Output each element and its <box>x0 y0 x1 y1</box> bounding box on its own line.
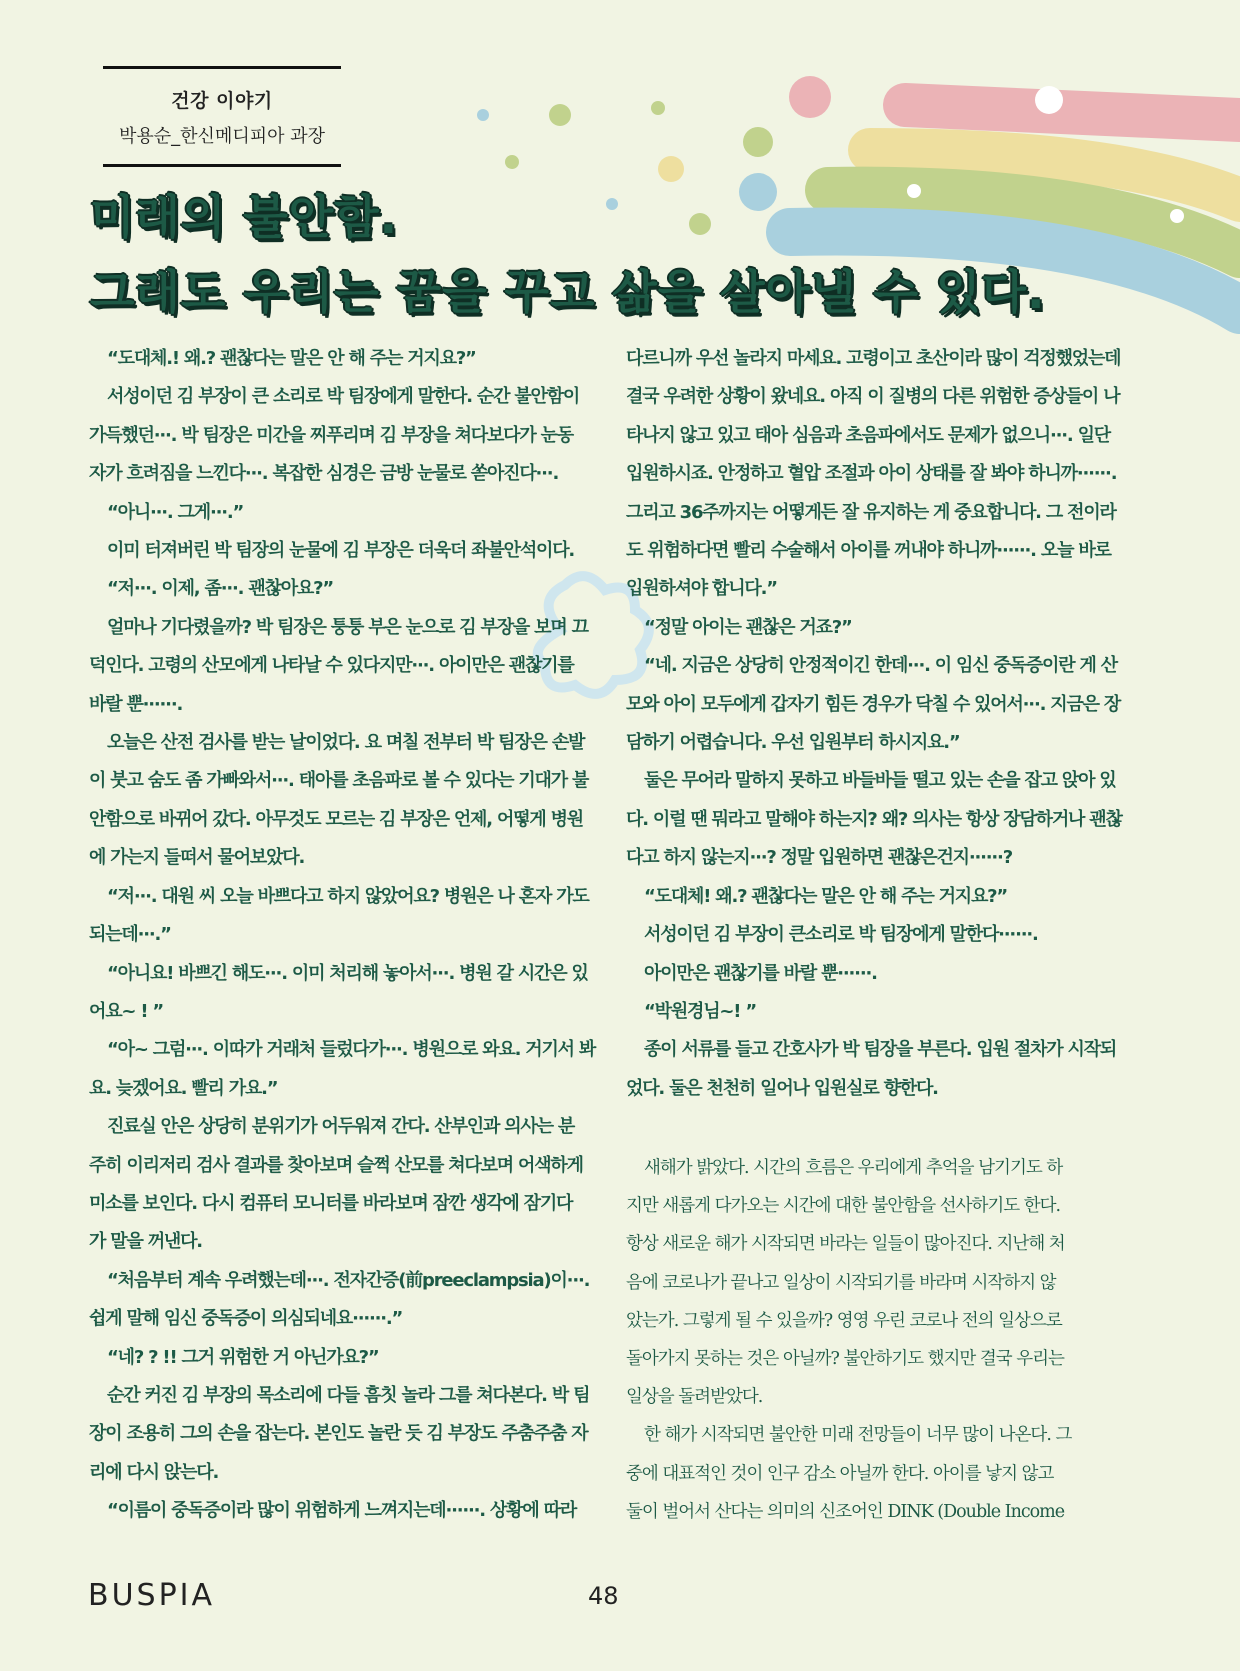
dot <box>789 76 831 118</box>
text-line: 았는가. 그렇게 될 수 있을까? 영영 우린 코로나 전의 일상으로 <box>626 1310 1062 1331</box>
text-line: “처음부터 계속 우려했는데···. 전자간증(前preeclampsia)이···. <box>107 1269 590 1291</box>
text-line: 미소를 보인다. 다시 컴퓨터 모니터를 바라보며 잠깐 생각에 잠기다 <box>89 1192 573 1214</box>
text-line: 둘은 무어라 말하지 못하고 바들바들 떨고 있는 손을 잡고 앉아 있 <box>644 770 1116 792</box>
dot <box>549 104 571 126</box>
text-line: 쉽게 말해 임신 중독증이 의심되네요······.” <box>89 1308 403 1330</box>
top-rule <box>103 66 341 69</box>
dot <box>1170 209 1184 223</box>
dot <box>743 127 773 157</box>
text-line: 바랄 뿐······. <box>89 693 183 715</box>
dot <box>505 155 519 169</box>
text-line: 가득했던···. 박 팀장은 미간을 찌푸리며 김 부장을 쳐다보다가 눈동 <box>89 424 573 446</box>
dot <box>477 109 489 121</box>
text-line: 도 위험하다면 빨리 수술해서 아이를 꺼내야 하니까······. 오늘 바로 <box>626 540 1111 562</box>
author-byline: 박용순_한신메디피아 과장 <box>119 126 325 147</box>
text-line: 타나지 않고 있고 태아 심음과 초음파에서도 문제가 없으니···. 일단 <box>626 424 1110 446</box>
text-line: 일상을 돌려받았다. <box>626 1387 763 1408</box>
text-line: 어요~ ! ” <box>89 1000 164 1022</box>
text-line: “아~ 그럼···. 이따가 거래처 들렀다가···. 병원으로 와요. 거기서 봐 <box>107 1039 596 1061</box>
category-label: 건강 이야기 <box>171 90 273 112</box>
text-line: 다. 이럴 땐 뭐라고 말해야 하는지? 왜? 의사는 항상 장담하거나 괜찮 <box>626 808 1122 830</box>
text-line: 음에 코로나가 끝나고 일상이 시작되기를 바라며 시작하지 않 <box>626 1272 1056 1293</box>
text-line: 되는데···.” <box>89 924 171 946</box>
text-line: 그리고 36주까지는 어떻게든 잘 유지하는 게 중요합니다. 그 전이라 <box>626 501 1116 523</box>
text-line: 가 말을 꺼낸다. <box>89 1231 202 1253</box>
dot <box>651 101 665 115</box>
text-line: 둘이 벌어서 산다는 의미의 신조어인 DINK (Double Income <box>626 1501 1065 1522</box>
text-line: “아니···. 그게···.” <box>107 501 244 523</box>
page-number: 48 <box>588 1582 619 1610</box>
rainbow-stripe-pink <box>905 105 1240 120</box>
bottom-rule <box>103 164 341 167</box>
text-line: “이름이 중독증이라 많이 위험하게 느껴지는데······. 상황에 따라 <box>107 1500 577 1522</box>
text-line: 항상 새로운 해가 시작되면 바라는 일들이 많아진다. 지난해 처 <box>626 1234 1065 1255</box>
text-line: 에 가는지 들떠서 물어보았다. <box>89 847 305 869</box>
text-line: 서성이던 김 부장이 큰소리로 박 팀장에게 말한다······. <box>644 924 1038 946</box>
text-line: 이미 터져버린 박 팀장의 눈물에 김 부장은 더욱더 좌불안석이다. <box>107 540 575 562</box>
text-line: 아이만은 괜찮기를 바랄 뿐······. <box>644 962 877 984</box>
headline-line-2: 그래도 우리는 꿈을 꾸고 삶을 살아낼 수 있다. <box>90 265 1046 319</box>
text-line: 입원하셔야 합니다.” <box>626 578 777 600</box>
text-line: “네? ? !! 그거 위험한 거 아닌가요?” <box>107 1346 379 1368</box>
text-line: 덕인다. 고령의 산모에게 나타날 수 있다지만···. 아이만은 괜찮기를 <box>89 655 574 677</box>
text-line: 다르니까 우선 놀라지 마세요. 고령이고 초산이라 많이 걱정했었는데 <box>626 348 1121 369</box>
text-line: 모와 아이 모두에게 갑자기 힘든 경우가 닥칠 수 있어서···. 지금은 장 <box>626 693 1121 715</box>
right-column <box>626 340 1126 1108</box>
text-line: 종이 서류를 들고 간호사가 박 팀장을 부른다. 입원 절차가 시작되 <box>644 1039 1117 1061</box>
headline-line-1: 미래의 불안함. <box>90 190 399 244</box>
text-line: “정말 아이는 괜찮은 거죠?” <box>644 616 852 638</box>
text-line: 자가 흐려짐을 느낀다···. 복잡한 심경은 금방 눈물로 쏟아진다···. <box>89 463 559 485</box>
text-line: “아니요! 바쁘긴 해도···. 이미 처리해 놓아서···. 병원 갈 시간은 있 <box>107 962 588 984</box>
text-line: 담하기 어렵습니다. 우선 입원부터 하시지요.” <box>626 732 960 754</box>
text-line: 결국 우려한 상황이 왔네요. 아직 이 질병의 다른 위험한 증상들이 나 <box>626 386 1120 408</box>
text-line: “네. 지금은 상당히 안정적이긴 한데···. 이 임신 중독증이란 게 산 <box>644 655 1117 677</box>
essay-section <box>626 1149 1126 1531</box>
text-line: 안함으로 바뀌어 갔다. 아무것도 모르는 김 부장은 언제, 어떻게 병원 <box>89 808 583 830</box>
article-headline <box>90 180 1090 330</box>
text-line: “도대체! 왜.? 괜찮다는 말은 안 해 주는 거지요?” <box>644 885 1008 907</box>
magazine-logo: BUSPIA <box>88 1578 216 1613</box>
text-line: 한 해가 시작되면 불안한 미래 전망들이 너무 많이 나온다. 그 <box>644 1425 1072 1446</box>
text-line: 이 붓고 숨도 좀 가빠와서···. 태아를 초음파로 볼 수 있다는 기대가 불 <box>89 770 589 792</box>
text-line: 었다. 둘은 천천히 일어나 입원실로 향한다. <box>626 1077 938 1099</box>
text-line: 중에 대표적인 것이 인구 감소 아닐까 한다. 아이를 낳지 않고 <box>626 1463 1054 1484</box>
text-line: 오늘은 산전 검사를 받는 날이었다. 요 며칠 전부터 박 팀장은 손발 <box>107 732 585 754</box>
text-line: 장이 조용히 그의 손을 잡는다. 본인도 놀란 듯 김 부장도 주춤주춤 자 <box>89 1423 588 1445</box>
text-line: “도대체.! 왜.? 괜찮다는 말은 안 해 주는 거지요?” <box>107 348 476 369</box>
text-line: 다고 하지 않는지···? 정말 입원하면 괜찮은건지······? <box>626 847 1012 869</box>
text-line: 지만 새롭게 다가오는 시간에 대한 불안함을 선사하기도 한다. <box>626 1196 1061 1217</box>
text-line: 진료실 안은 상당히 분위기가 어두워져 간다. 산부인과 의사는 분 <box>107 1116 575 1138</box>
dot <box>658 156 684 182</box>
text-line: 리에 다시 앉는다. <box>89 1461 219 1483</box>
dot <box>1035 86 1063 114</box>
text-line: 주히 이리저리 검사 결과를 찾아보며 슬쩍 산모를 쳐다보며 어색하게 <box>89 1154 583 1176</box>
text-line: “저···. 대원 씨 오늘 바쁘다고 하지 않았어요? 병원은 나 혼자 가도 <box>107 885 589 907</box>
text-line: 얼마나 기다렸을까? 박 팀장은 퉁퉁 부은 눈으로 김 부장을 보며 끄 <box>107 616 588 638</box>
text-line: 서성이던 김 부장이 큰 소리로 박 팀장에게 말한다. 순간 불안함이 <box>107 386 580 408</box>
text-line: “저···. 이제, 좀···. 괜찮아요?” <box>107 578 333 600</box>
left-column <box>89 340 596 1531</box>
text-line: 새해가 밝았다. 시간의 흐름은 우리에게 추억을 남기기도 하 <box>644 1158 1063 1178</box>
text-line: 입원하시죠. 안정하고 혈압 조절과 아이 상태를 잘 봐야 하니까······. <box>626 463 1117 485</box>
text-line: 순간 커진 김 부장의 목소리에 다들 흠칫 놀라 그를 쳐다본다. 박 팀 <box>107 1384 590 1406</box>
column-header <box>103 66 341 167</box>
text-line: 돌아가지 못하는 것은 아닐까? 불안하기도 했지만 결국 우리는 <box>626 1349 1064 1370</box>
text-line: 요. 늦겠어요. 빨리 가요.” <box>89 1077 278 1099</box>
text-line: “박원경님~! ” <box>644 1000 756 1022</box>
